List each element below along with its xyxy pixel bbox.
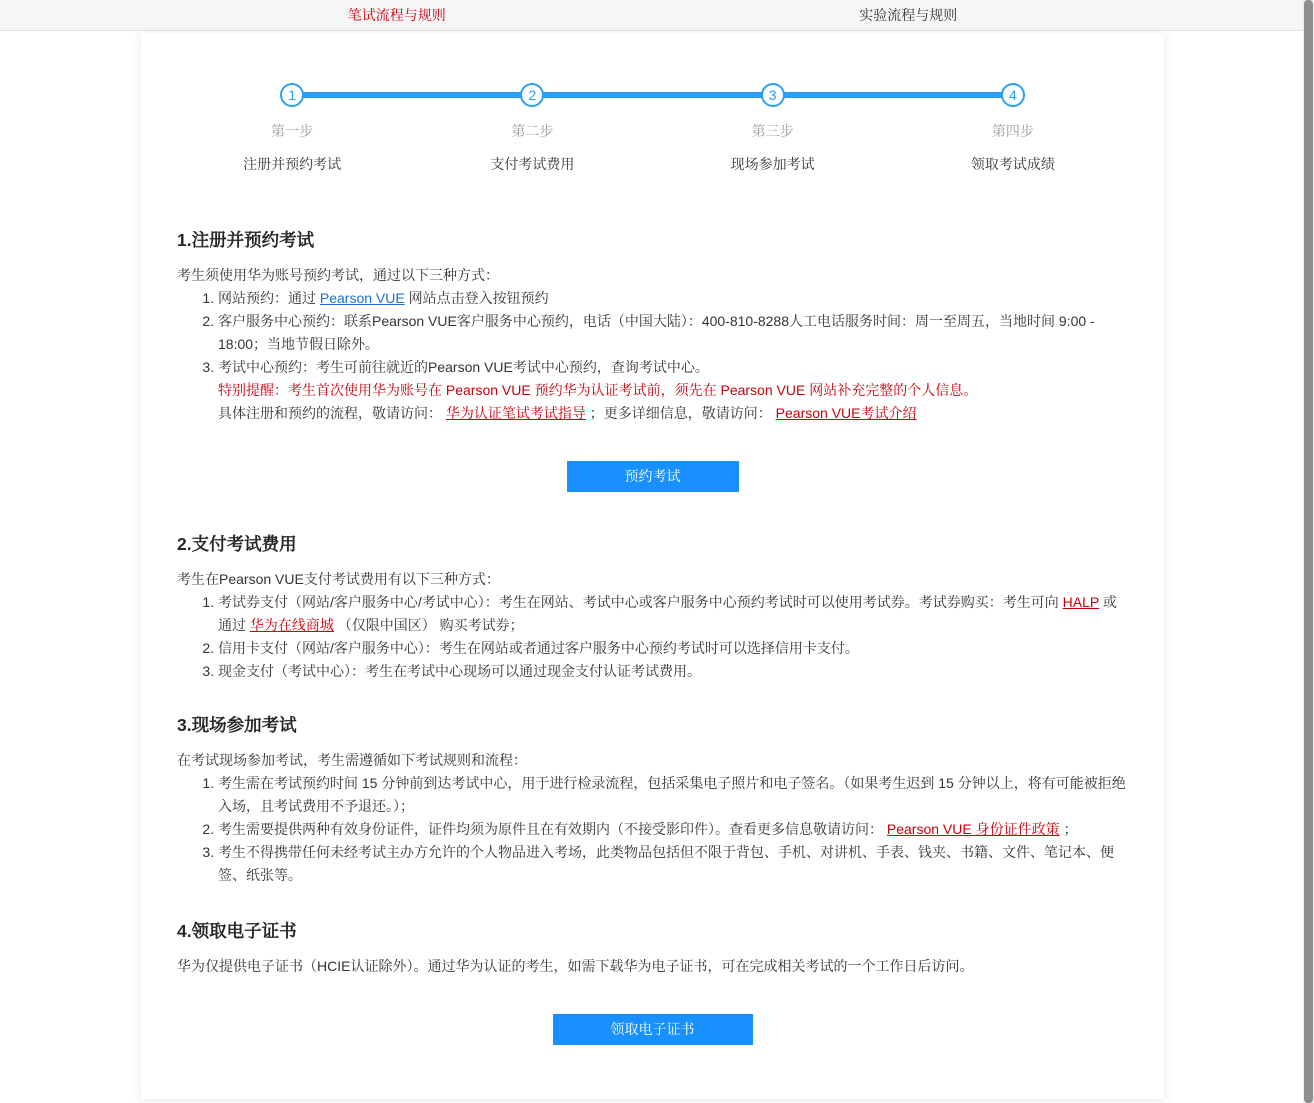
huawei-mall-link[interactable]: 华为在线商城 <box>249 617 334 633</box>
text-segment: 具体注册和预约的流程，敬请访问： <box>218 405 446 421</box>
text-segment: 考生需要提供两种有效身份证件，证件均须为原件且在有效期内（不接受影印件）。查看更多信息敬请访问： <box>218 821 887 837</box>
step-4-circle: 4 <box>1001 83 1025 107</box>
special-reminder: 特别提醒：考生首次使用华为账号在 Pearson VUE 预约华为认证考试前，须先在 Pearson VUE 网站补充完整的个人信息。 <box>218 382 978 398</box>
text-segment: 考试券支付（网站/客户服务中心/考试中心）：考生在网站、考试中心或客户服务中心预约考试时可以使用考试券。考试券购买：考生可向 <box>218 594 1063 610</box>
list-item <box>218 591 1128 637</box>
payment-methods-list <box>177 591 1128 683</box>
text-segment: ； <box>1059 821 1078 837</box>
text-segment: 考试中心预约：考生可前往就近的Pearson VUE考试中心预约，查询考试中心。 <box>218 359 709 375</box>
scrollbar[interactable] <box>1303 0 1314 1103</box>
text-segment: 考生需在考试预约时间 15 分钟前到达考试中心，用于进行检录流程，包括采集电子照片和电子签名。（如果考生迟到 15 分钟以上，将有可能被拒绝入场，且考试费用不予退还。）； <box>218 775 1126 814</box>
top-tab-bar-inner <box>141 0 1164 30</box>
id-policy-link[interactable]: Pearson VUE 身份证件政策 <box>886 821 1060 837</box>
step-2-label: 第二步 <box>511 123 554 139</box>
step-2-name: 支付考试费用 <box>490 156 575 172</box>
tab-lab-exam-process[interactable]: 实验流程与规则 <box>859 7 958 23</box>
section-register-intro: 考生须使用华为账号预约考试，通过以下三种方式： <box>177 267 499 283</box>
book-exam-button-row <box>177 461 1128 492</box>
step-3-label: 第三步 <box>751 123 794 139</box>
top-tab-bar <box>0 0 1314 31</box>
list-item <box>218 356 1128 379</box>
book-exam-button[interactable]: 预约考试 <box>567 461 739 492</box>
section-payment-title: 2.支付考试费用 <box>177 534 297 554</box>
text-segment: ；更多详细信息，敬请访问： <box>585 405 776 421</box>
section-register-title: 1.注册并预约考试 <box>177 230 315 250</box>
list-item <box>218 287 1128 310</box>
text-segment: 或通过 <box>218 594 1117 633</box>
text-segment: 考生不得携带任何未经考试主办方允许的个人物品进入考场，此类物品包括但不限于背包、手机、对讲机、手表、钱夹、书籍、文件、笔记本、便签、纸张等。 <box>218 844 1114 883</box>
list-item <box>218 310 1128 356</box>
pearson-exam-intro-link[interactable]: Pearson VUE考试介绍 <box>775 405 917 421</box>
section-certificate <box>177 919 1128 1045</box>
step-2-circle: 2 <box>520 83 544 107</box>
list-item <box>218 818 1128 841</box>
process-content <box>141 228 1164 1045</box>
list-item <box>218 841 1128 887</box>
section-certificate-intro: 华为仅提供电子证书（HCIE认证除外）。通过华为认证的考生，如需下载华为电子证书，可在完成相关考试的一个工作日后访问。 <box>177 958 974 974</box>
text-segment: 信用卡支付（网站/客户服务中心）：考生在网站或者通过客户服务中心预约考试时可以选择信用卡支付。 <box>218 640 859 656</box>
text-segment: （仅限中国区） 购买考试券； <box>333 617 524 633</box>
list-item <box>218 660 1128 683</box>
exam-stepper <box>172 33 1133 174</box>
section-certificate-title: 4.领取电子证书 <box>177 921 297 941</box>
step-4-name: 领取考试成绩 <box>970 156 1055 172</box>
pearson-vue-link[interactable]: Pearson VUE <box>319 290 405 306</box>
section-payment-intro: 考生在Pearson VUE支付考试费用有以下三种方式： <box>177 571 500 587</box>
list-item <box>218 637 1128 660</box>
section-onsite-title: 3.现场参加考试 <box>177 715 297 735</box>
text-segment: 网站预约：通过 <box>218 290 320 306</box>
step-3-name: 现场参加考试 <box>730 156 815 172</box>
step-3 <box>653 83 893 174</box>
step-2 <box>412 83 652 174</box>
section-payment <box>177 532 1128 683</box>
register-methods-list <box>177 287 1128 379</box>
section-register <box>177 228 1128 492</box>
step-1-label: 第一步 <box>271 123 314 139</box>
stepper-track <box>172 83 1133 174</box>
step-1-name: 注册并预约考试 <box>243 156 342 172</box>
more-info-line <box>177 402 1128 425</box>
text-segment: 客户服务中心预约：联系Pearson VUE客户服务中心预约，电话（中国大陆）：400-810-8288人工电话服务时间：周一至周五，当地时间 9:00 - 18:00；当地节假日除外。 <box>218 313 1095 352</box>
get-cert-button[interactable]: 领取电子证书 <box>553 1014 753 1045</box>
text-segment: 现金支付（考试中心）：考生在考试中心现场可以通过现金支付认证考试费用。 <box>218 663 701 679</box>
tab-written-exam-process[interactable]: 笔试流程与规则 <box>347 7 446 23</box>
onsite-rules-list <box>177 772 1128 887</box>
step-4-label: 第四步 <box>991 123 1034 139</box>
scrollbar-thumb[interactable] <box>1304 0 1313 1103</box>
section-onsite-intro: 在考试现场参加考试，考生需遵循如下考试规则和流程： <box>177 752 527 768</box>
step-3-circle: 3 <box>761 83 785 107</box>
text-segment: 网站点击登入按钮预约 <box>404 290 549 306</box>
step-1-circle: 1 <box>280 83 304 107</box>
section-onsite <box>177 713 1128 887</box>
list-item <box>218 772 1128 818</box>
halp-link[interactable]: HALP <box>1062 594 1099 610</box>
step-4 <box>893 83 1133 174</box>
written-exam-guide-link[interactable]: 华为认证笔试考试指导 <box>445 405 586 421</box>
process-card <box>141 33 1164 1099</box>
get-cert-button-row <box>177 1014 1128 1045</box>
step-1 <box>172 83 412 174</box>
